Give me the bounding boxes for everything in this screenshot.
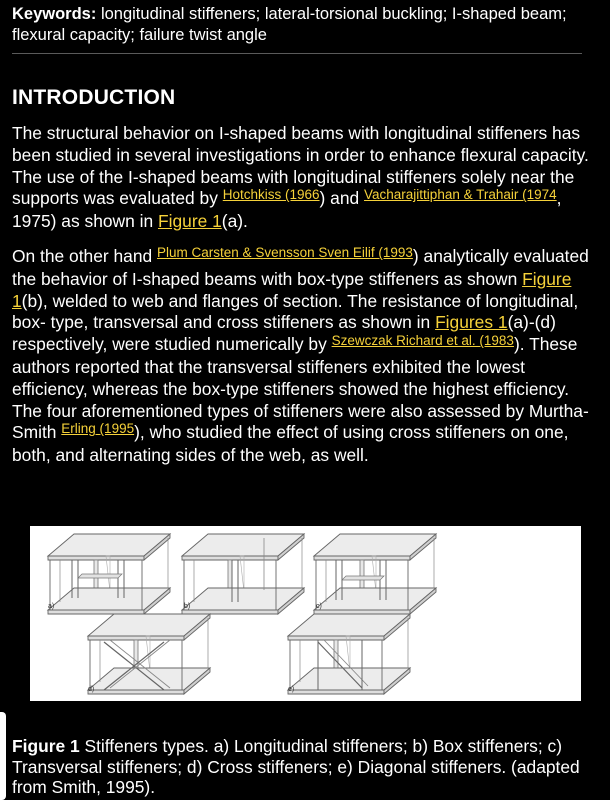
keywords — [12, 4, 592, 46]
p1-text-4: (a). — [221, 211, 248, 232]
section-heading: INTRODUCTION — [12, 86, 176, 109]
divider — [12, 53, 582, 54]
caption-label: Figure 1 — [12, 736, 80, 756]
panel-label-e: e) — [288, 686, 295, 693]
p1-text-1: The structural behavior on I-shaped beams with longitudinal stiffeners has been studied in several investigations in order to enhance flexural capacity. The use of the I-shaped beams with longitudinal stiffeners solely near the supports was evaluated by — [12, 123, 589, 209]
figure-1-link-2[interactable]: Figure 1 — [12, 268, 572, 311]
figure-1-link[interactable]: Figure 1 — [157, 211, 222, 232]
paragraph-2 — [12, 246, 597, 467]
beam-a — [48, 534, 170, 614]
p2-text-2: ) analytically evaluated the behavior of I-shaped beams with box-type stiffeners as shown — [12, 246, 589, 289]
p1-text-3: , 1975) as shown in — [12, 188, 562, 232]
p2-text-3: (b), welded to web and flanges of section. The resistance of longitudinal, box- type, transversal and cross stiffeners as shown in — [12, 290, 579, 333]
stiffeners-diagram — [30, 526, 581, 701]
keywords-label: Keywords: — [12, 5, 97, 23]
figures-1-link[interactable]: Figures 1 — [435, 312, 508, 333]
p1-text-2: ) and — [319, 188, 365, 209]
p2-text-6: ), who studied the effect of using cross stiffeners on one, both, and alternating sides of the web, as well. — [12, 422, 569, 466]
panel-label-c: c) — [316, 603, 322, 610]
panel-label-b: b) — [184, 603, 191, 610]
ref-szewczak-link[interactable]: Szewczak Richard et al. (1983 — [331, 333, 514, 349]
p2-text-1: On the other hand — [12, 246, 158, 266]
ref-vacharajittiphan-link[interactable]: Vacharajittiphan & Trahair (1974 — [364, 187, 557, 203]
caption-text: Stiffeners types. a) Longitudinal stiffeners; b) Box stiffeners; c) Transversal stiffeners; d) Cross stiffeners; e) Diagonal stiffeners. (adapted from Smith, 1995). — [12, 736, 580, 797]
ref-erling-link[interactable]: Erling (1995 — [61, 421, 135, 437]
paragraph-1 — [12, 123, 597, 233]
beam-e — [288, 614, 410, 694]
panel-label-a: a) — [48, 603, 55, 610]
ref-hotchkiss-link[interactable]: Hotchkiss (1966 — [222, 187, 320, 203]
figure-caption-panel — [0, 712, 610, 800]
beam-b — [182, 534, 304, 614]
ref-plum-link[interactable]: Plum Carsten & Svensson Sven Eilif (1993 — [157, 245, 413, 260]
figure-caption — [12, 736, 597, 798]
beam-d — [88, 614, 210, 694]
figure-1-image — [30, 526, 581, 701]
keywords-text: longitudinal stiffeners; lateral-torsional buckling; I-shaped beam; flexural capacity; failure twist angle — [12, 5, 567, 44]
p2-text-5: ). These authors reported that the transversal stiffeners exhibited the lowest efficiency, whereas the box-type stiffeners showed the highest efficiency. The four aforementioned types of stiffeners were also assessed by Murtha-Smith — [12, 334, 589, 443]
p2-text-4: (a)-(d) respectively, were studied numerically by — [12, 312, 556, 355]
panel-label-d: d) — [88, 686, 95, 693]
caption-handle[interactable] — [0, 712, 6, 800]
beam-c — [314, 534, 436, 614]
